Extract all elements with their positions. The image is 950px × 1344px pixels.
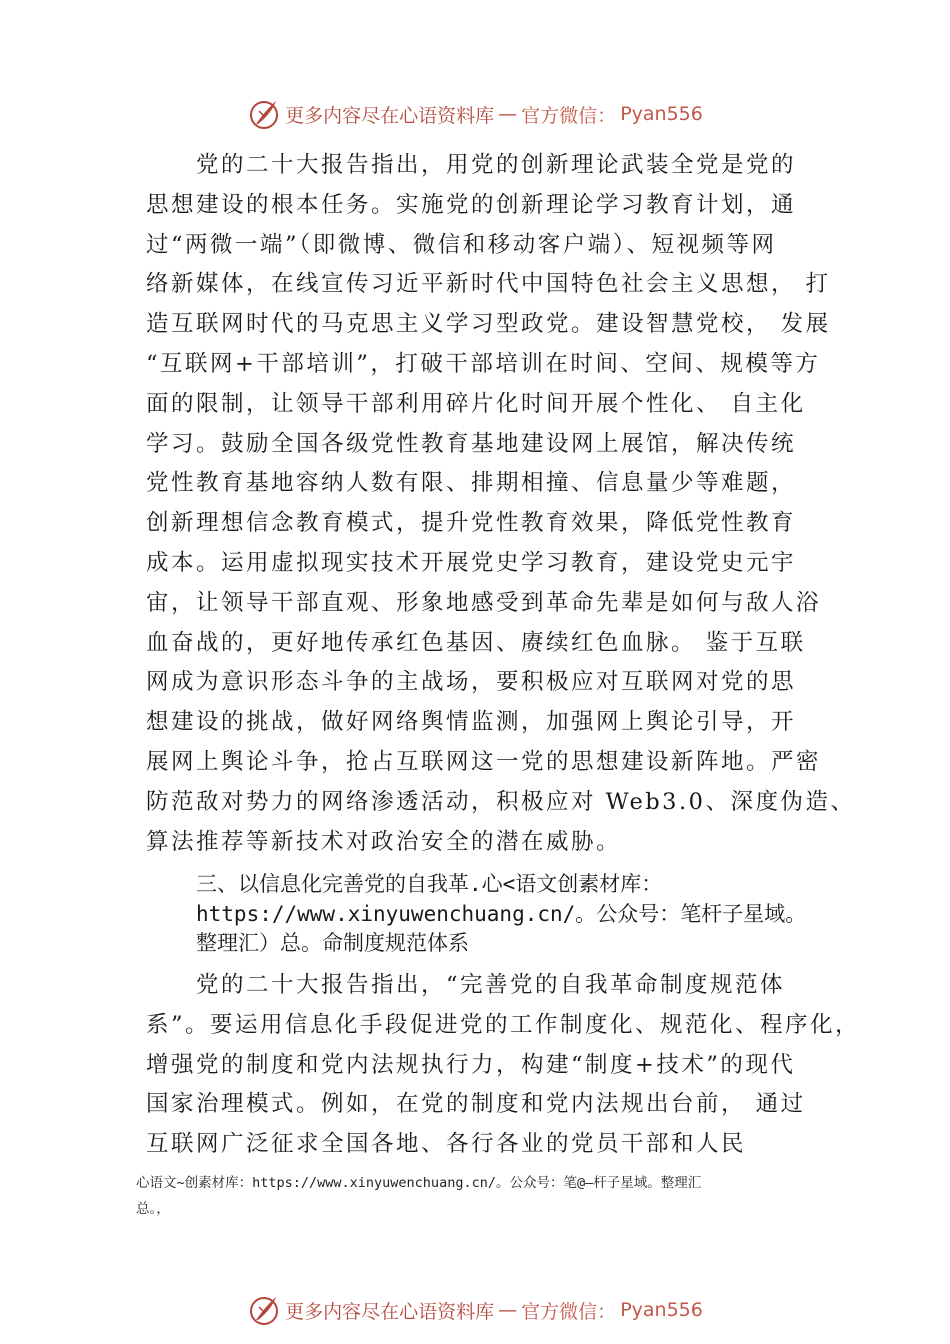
- paragraph-line: 学习。鼓励全国各级党性教育基地建设网上展馆，解决传统: [146, 430, 797, 457]
- footer-banner: [0, 1290, 950, 1330]
- footer-banner-subtitle: 官方微信：: [521, 1300, 617, 1323]
- paragraph-line: 国家治理模式。例如，在党的制度和党内法规出台前， 通过: [146, 1091, 806, 1118]
- paragraph-line: 系”。要运用信息化手段促进党的工作制度化、规范化、程序化，: [146, 1011, 861, 1038]
- paragraph-line: 络新媒体，在线宣传习近平新时代中国特色社会主义思想， 打: [146, 271, 831, 298]
- footer-note-line: 总。，: [136, 1201, 170, 1217]
- paragraph-line: 防范敌对势力的网络渗透活动，积极应对 Web3.0、深度伪造、: [146, 788, 856, 815]
- paragraph-line: 血奋战的，更好地传承红色基因、赓续红色血脉。 鉴于互联: [146, 629, 806, 656]
- paragraph-2: [146, 966, 861, 1165]
- paragraph-line: 党的二十大报告指出，“完善党的自我革命制度规范体: [146, 972, 786, 998]
- paragraph-line: 互联网广泛征求全国各地、各行各业的党员干部和人民: [146, 1131, 747, 1158]
- paragraph-line: 成本。运用虚拟现实技术开展党史学习教育，建设党史元宇: [146, 549, 797, 576]
- section-heading-line: 整理汇）总。命制度规范体系: [196, 931, 469, 955]
- paragraph-line: 展网上舆论斗争，抢占互联网这一党的思想建设新阵地。严密: [146, 748, 822, 775]
- paragraph-line: 想建设的挑战，做好网络舆情监测，加强网上舆论引导，开: [146, 709, 797, 736]
- section-heading-line: 三、以信息化完善党的自我革.心<语文创素材库：: [196, 872, 663, 896]
- section-heading-line: https://www.xinyuwenchuang.cn/。公众号：笔杆子星域。: [196, 901, 807, 926]
- footer-note-line: 心语文~创素材库：https://www.xinyuwenchuang.cn/。公众号：笔@—杆子星域。整理汇: [136, 1175, 702, 1191]
- footer-banner-wechat-id: Pyan556: [620, 1299, 703, 1321]
- paragraph-line: 过“两微一端”（即微博、微信和移动客户端）、短视频等网: [146, 231, 777, 258]
- paragraph-line: 党性教育基地容纳人数有限、排期相撞、信息量少等难题，: [146, 470, 797, 497]
- paragraph-line: 面的限制，让领导干部利用碎片化时间开展个性化、 自主化: [146, 390, 806, 417]
- paragraph-line: 网成为意识形态斗争的主战场，要积极应对互联网对党的思: [146, 669, 797, 696]
- paragraph-line: 创新理想信念教育模式，提升党性教育效果，降低党性教育: [146, 510, 797, 537]
- header-banner: [0, 94, 950, 134]
- paragraph-1: [146, 146, 856, 862]
- paragraph-line: “互联网+干部培训”，打破干部培训在时间、空间、规模等方: [146, 350, 821, 377]
- paragraph-line: 思想建设的根本任务。实施党的创新理论学习教育计划，通: [146, 191, 797, 218]
- paragraph-line: 造互联网时代的马克思主义学习型政党。建设智慧党校， 发展: [146, 311, 831, 338]
- footer-note: [136, 1170, 836, 1222]
- section-heading: [196, 870, 896, 959]
- header-banner-subtitle: 官方微信：: [521, 104, 617, 127]
- header-banner-title: 更多内容尽在心语资料库: [285, 104, 495, 127]
- footer-banner-title: 更多内容尽在心语资料库: [285, 1300, 495, 1323]
- header-banner-wechat-id: Pyan556: [620, 103, 703, 125]
- header-banner-content: [247, 97, 703, 131]
- paragraph-line: 算法推荐等新技术对政治安全的潜在威胁。: [146, 828, 622, 855]
- paragraph-line: 宙，让领导干部直观、形象地感受到革命先辈是如何与敌人浴: [146, 589, 822, 616]
- quill-logo-icon: [247, 97, 281, 131]
- header-banner-separator: —: [498, 103, 518, 125]
- footer-banner-content: [247, 1293, 703, 1327]
- paragraph-line: 党的二十大报告指出，用党的创新理论武装全党是党的: [146, 152, 797, 178]
- paragraph-line: 增强党的制度和党内法规执行力，构建“制度+技术”的现代: [146, 1051, 796, 1078]
- quill-logo-icon: [247, 1293, 281, 1327]
- footer-banner-separator: —: [498, 1299, 518, 1321]
